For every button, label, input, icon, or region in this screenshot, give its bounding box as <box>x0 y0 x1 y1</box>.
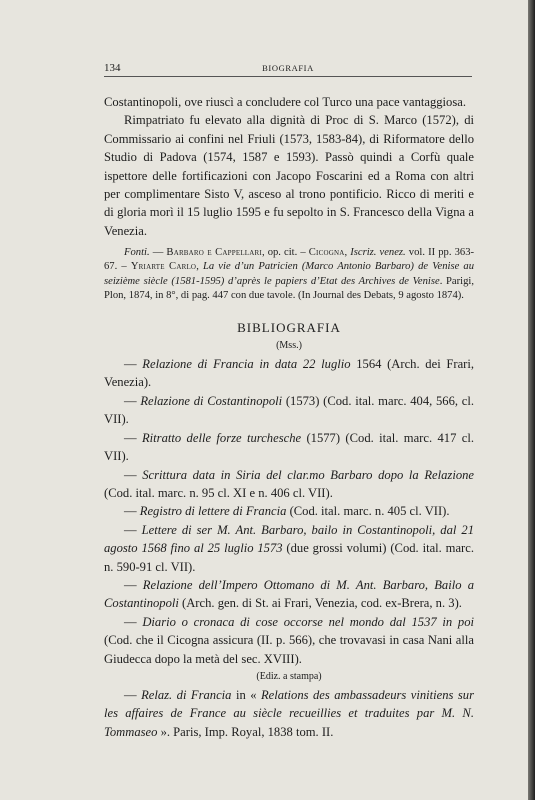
bibliography-entry: — Ritratto delle forze turchesche (1577) (Cod. ital. marc. 417 cl. VII). <box>104 430 474 464</box>
running-title: BIOGRAFIA <box>262 63 314 73</box>
bibliography-entry: — Relazione di Francia in data 22 luglio 1564 (Arch. dei Frari, Venezia). <box>104 357 474 390</box>
paragraph-biography: Rimpatriato fu elevato alla dignità di Proc di S. Marco (1572), di Commissario ai confini nel Friuli (1573, 1583-84), di Riformatore dello Studio di Padova (1574, 1587 e 1593). Passò quindi a Corfù quale ispettore delle fortificazioni con Jacopo Foscarini ed a Roma con altri per complimentare Sisto V, asceso al trono pontificio. Ricco di meriti e di gloria morì il 15 luglio 1595 e fu sepolto in S. Francesco della Vigna a Venezia. <box>104 113 474 238</box>
sources-author: Barbaro e Cappellari <box>166 247 262 259</box>
bibliography-entry: — Relazione dell’Impero Ottomano di M. Ant. Barbaro, Bailo a Costantinopoli (Arch. gen. di St. ai Frari, Venezia, cod. ex-Brera, n. 3). <box>104 577 475 611</box>
subsection-label-manuscripts: (Mss.) <box>276 340 302 352</box>
sources-text: , <box>196 261 203 273</box>
sources-text: — <box>149 247 167 259</box>
running-head <box>104 62 472 77</box>
bibliography-entry: — Relazione di Costantinopoli (1573) (Cod. ital. marc. 404, 566, cl. VII). <box>104 393 474 427</box>
body-text <box>104 93 474 741</box>
sources-text: vol. II pp. 363-67. – <box>104 247 475 273</box>
sources-text: , <box>344 247 351 259</box>
bibliography-entry: — Diario o cronaca di cose occorse nel mondo dal 1537 in poi (Cod. che il Cicogna assicura (II. p. 566), che trovavasi in casa Nani alla Giudecca dopo la metà del sec. XVIII). <box>104 614 474 666</box>
sources-work: Iscriz. venez. <box>350 247 406 259</box>
page-edge-shadow <box>528 0 535 800</box>
page-number: 134 <box>104 62 121 74</box>
sources-author: Yriarte Carlo <box>130 261 197 273</box>
sources-work: La vie d’un Patricien (Marco Antonio Barbaro) de Venise au seizième siècle (1581-1595) d’après le papiers d’Etat des Archives de Venise <box>104 261 475 287</box>
manuscripts-list <box>104 355 474 668</box>
section-heading: BIBLIOGRAFIA <box>237 320 341 336</box>
subsection-label-printed: (Ediz. a stampa) <box>256 670 322 682</box>
sources-text: . Parigi, Plon, 1874, in 8°, di pag. 447 con due tavole. (In Journal des Debats, 9 agosto 1874). <box>104 275 474 301</box>
sources-author: Cicogna <box>308 247 345 259</box>
bibliography-entry: — Lettere di ser M. Ant. Barbaro, bailo in Costantinopoli, dal 21 agosto 1568 fino al 25 luglio 1573 (due grossi volumi) (Cod. ital. marc. n. 590-91 cl. VII). <box>104 522 474 574</box>
bibliography-entry: — Scrittura data in Siria del clar.mo Barbaro dopo la Relazione (Cod. ital. marc. n. 95 cl. XI e n. 406 cl. VII). <box>104 467 475 500</box>
bibliography-entry: — Relaz. di Francia in « Relations des ambassadeurs vinitiens sur les affaires de France au siècle recueillies et traduites par M. N. Tommaseo ». Paris, Imp. Royal, 1838 tom. II. <box>104 687 475 739</box>
paragraph-continuation: Costantinopoli, ove riuscì a concludere col Turco una pace vantaggiosa. <box>104 95 466 109</box>
sources-label: Fonti. <box>124 247 150 259</box>
printed-list <box>104 686 474 741</box>
sources-note <box>104 246 474 303</box>
sources-text: , op. cit. – <box>261 247 309 259</box>
bibliography-entry: — Registro di lettere di Francia (Cod. ital. marc. n. 405 cl. VII). <box>124 504 450 519</box>
